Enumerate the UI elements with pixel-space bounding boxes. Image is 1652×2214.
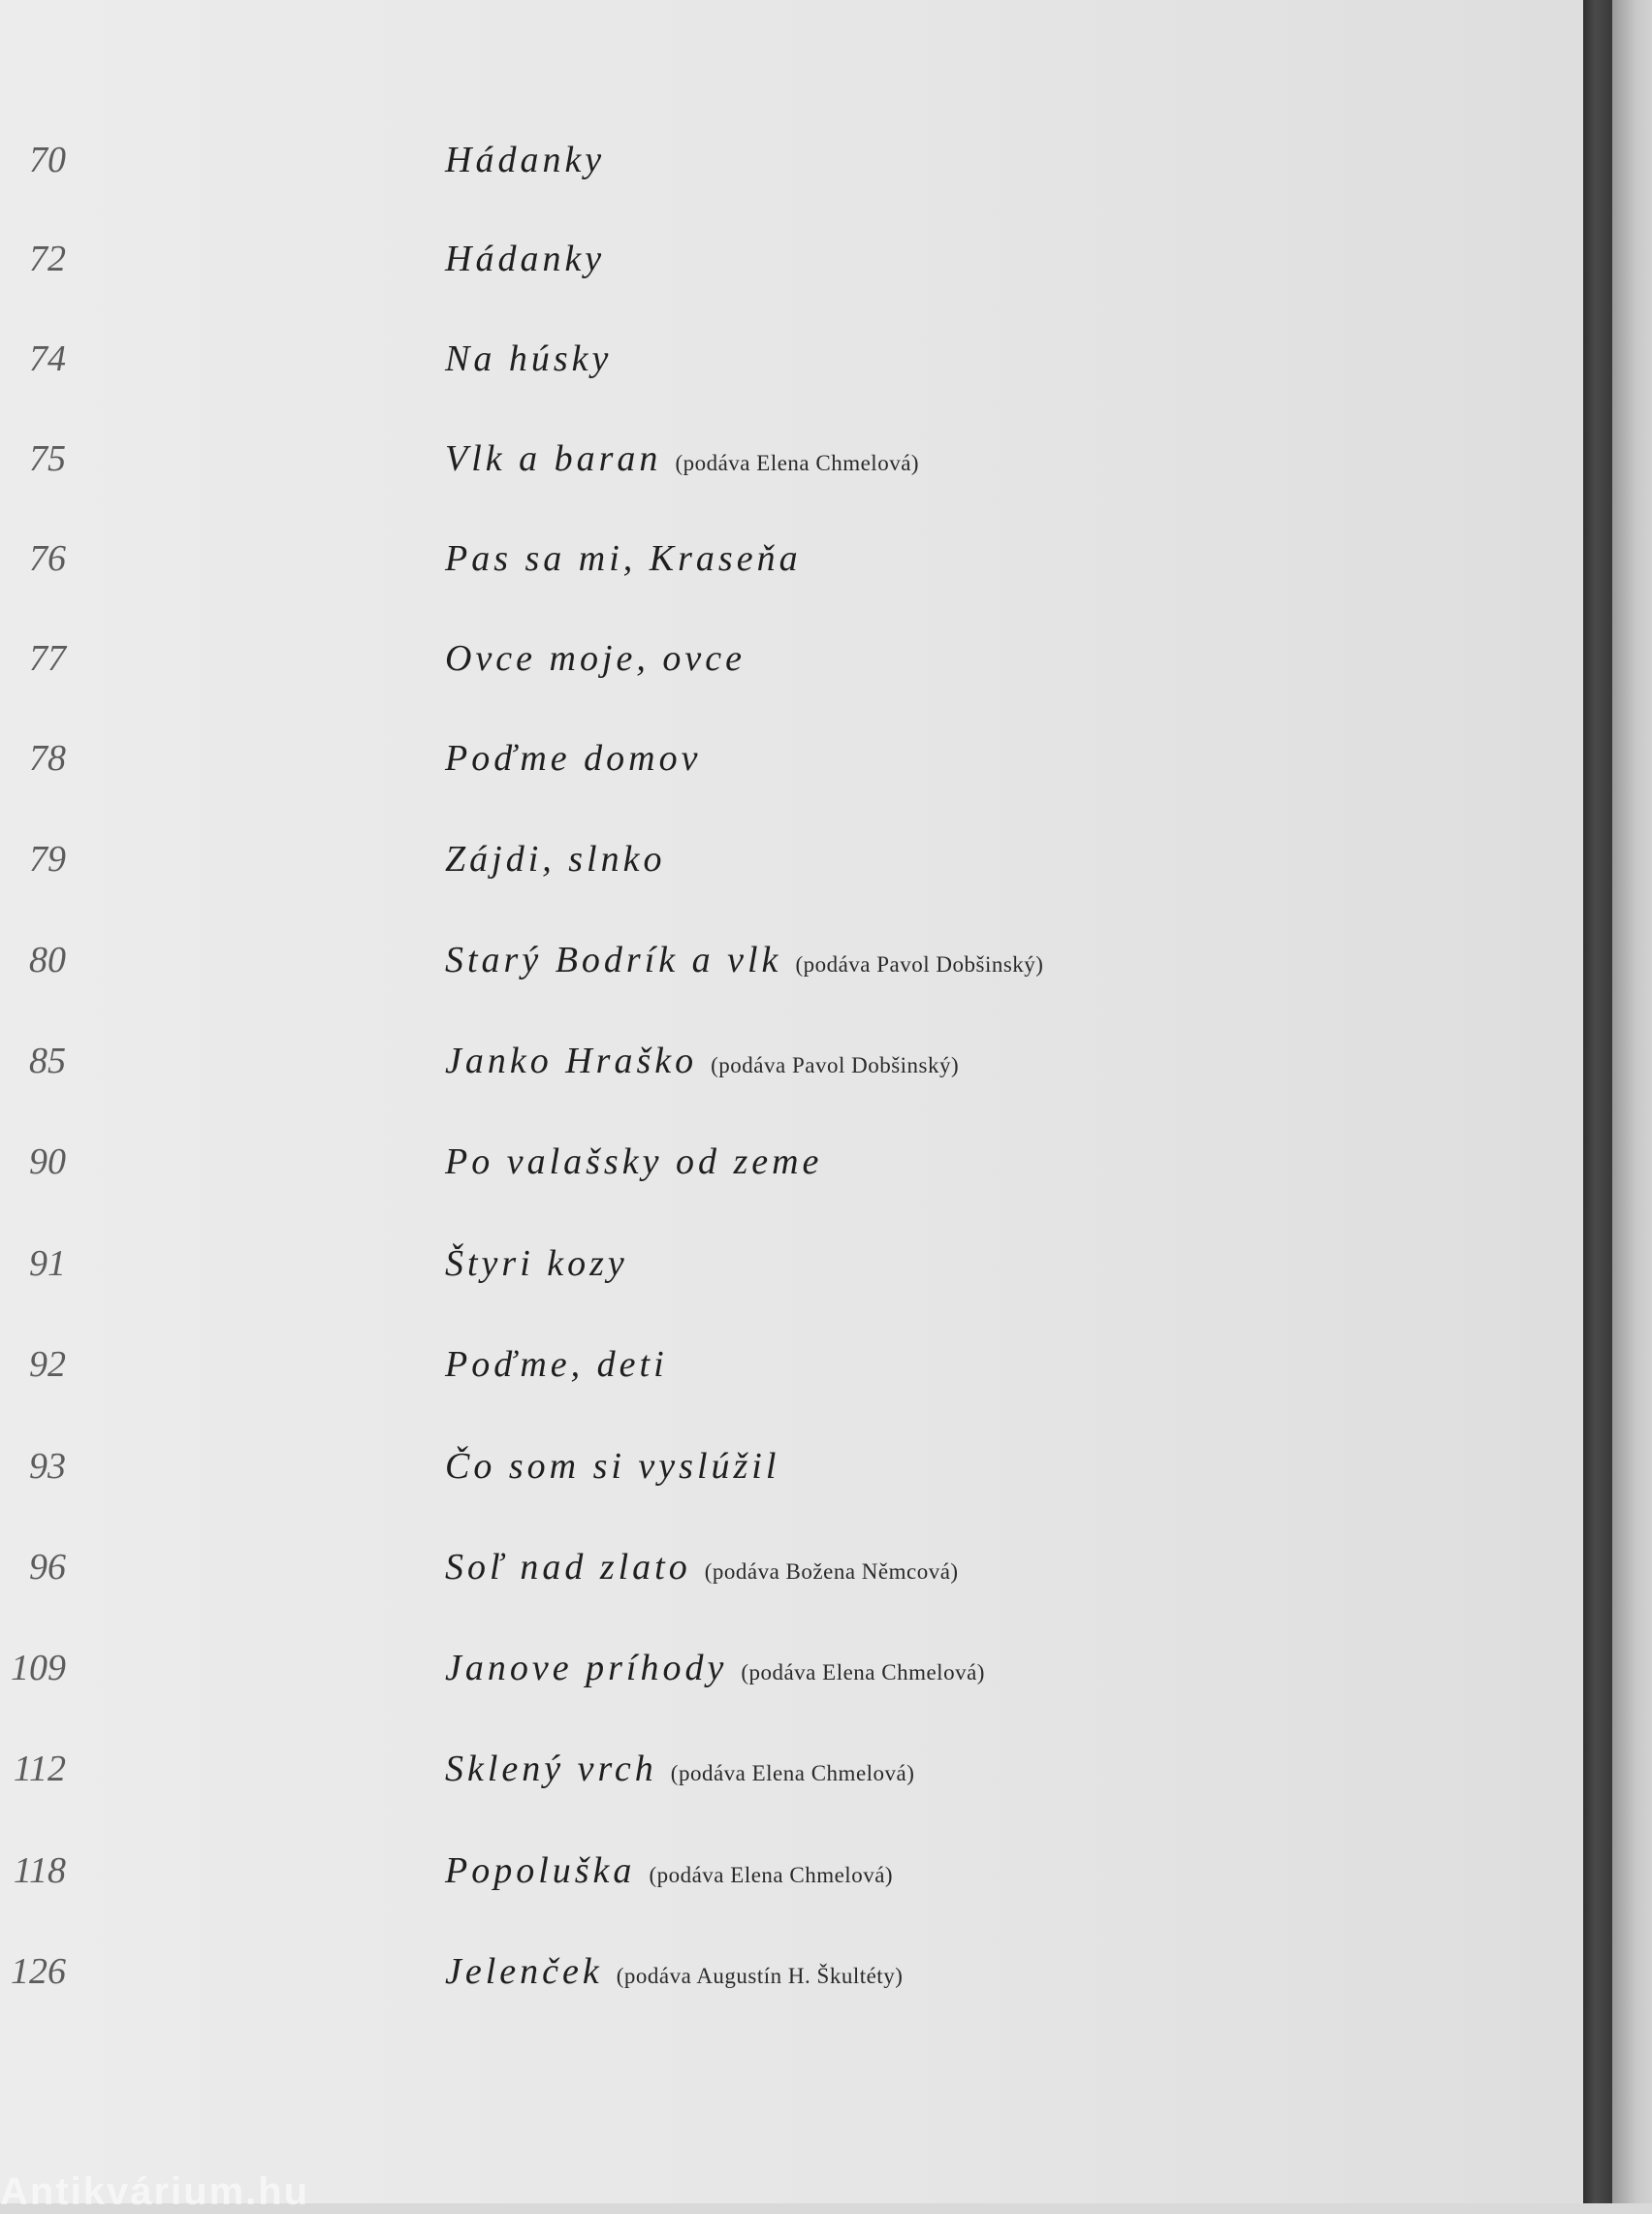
toc-entry (0, 121, 1583, 199)
toc-entry (0, 520, 1583, 597)
page-number: 75 (29, 438, 66, 479)
entry-title: Popoluška (445, 1850, 636, 1891)
page-number: 74 (29, 338, 66, 379)
page-number: 72 (29, 239, 66, 279)
entry-title: Sklený vrch (445, 1749, 657, 1789)
entry-title: Po valašsky od zeme (445, 1141, 823, 1182)
page-number: 70 (29, 140, 66, 180)
toc-entry (0, 420, 1583, 497)
toc-entry (0, 1022, 1583, 1100)
entry-title: Poďme domov (445, 738, 702, 779)
entry-title: Čo som si vyslúžil (445, 1446, 780, 1487)
watermark: Antikvárium.hu (0, 2170, 310, 2213)
entry-title: Hádanky (445, 140, 606, 180)
entry-title: Starý Bodrík a vlk (445, 940, 782, 980)
book-binding (1583, 0, 1612, 2203)
toc-entry (0, 921, 1583, 999)
entry-credit: (podáva Elena Chmelová) (670, 1761, 915, 1785)
page-number: 118 (13, 1850, 66, 1891)
entry-title: Vlk a baran (445, 438, 662, 479)
toc-entry (0, 720, 1583, 797)
page-number: 126 (11, 1951, 66, 1992)
page-number: 85 (29, 1041, 66, 1081)
toc-entry (0, 1730, 1583, 1808)
page-number: 112 (13, 1749, 66, 1789)
page-number: 96 (29, 1547, 66, 1588)
toc-entry (0, 1326, 1583, 1403)
toc-entry (0, 220, 1583, 298)
toc-entry (0, 320, 1583, 398)
page-number: 92 (29, 1344, 66, 1385)
toc-entry (0, 1832, 1583, 1909)
toc-entry (0, 1933, 1583, 2010)
entry-title: Janove príhody (445, 1648, 728, 1688)
entry-title: Pas sa mi, Kraseňa (445, 538, 802, 579)
toc-entry (0, 1428, 1583, 1505)
entry-title: Poďme, deti (445, 1344, 668, 1385)
entry-title: Štyri kozy (445, 1243, 628, 1284)
toc-entry (0, 1225, 1583, 1302)
page-number: 93 (29, 1446, 66, 1487)
page-number: 109 (11, 1648, 66, 1688)
entry-credit: (podáva Pavol Dobšinský) (795, 952, 1044, 977)
toc-entry (0, 1629, 1583, 1707)
entry-title: Janko Hraško (445, 1041, 698, 1081)
toc-entry (0, 1123, 1583, 1201)
page-number: 91 (29, 1243, 66, 1284)
entry-credit: (podáva Pavol Dobšinský) (711, 1053, 960, 1077)
entry-credit: (podáva Elena Chmelová) (649, 1863, 894, 1887)
entry-credit: (podáva Elena Chmelová) (675, 451, 920, 475)
toc-entry (0, 820, 1583, 898)
entry-credit: (podáva Augustín H. Škultéty) (616, 1964, 904, 1988)
page-number: 90 (29, 1141, 66, 1182)
page-number: 76 (29, 538, 66, 579)
entry-title: Ovce moje, ovce (445, 638, 747, 679)
page-number: 78 (29, 738, 66, 779)
cover-edge (1612, 0, 1652, 2203)
page-number: 77 (29, 638, 66, 679)
entry-title: Jelenček (445, 1951, 603, 1992)
entry-credit: (podáva Elena Chmelová) (741, 1660, 985, 1685)
entry-title: Hádanky (445, 239, 606, 279)
entry-credit: (podáva Božena Němcová) (704, 1559, 959, 1584)
page-number: 79 (29, 839, 66, 880)
toc-entry (0, 1528, 1583, 1606)
entry-title: Na húsky (445, 338, 613, 379)
entry-title: Soľ nad zlato (445, 1547, 691, 1588)
toc-entry (0, 620, 1583, 697)
page-number: 80 (29, 940, 66, 980)
entry-title: Zájdi, slnko (445, 839, 666, 880)
